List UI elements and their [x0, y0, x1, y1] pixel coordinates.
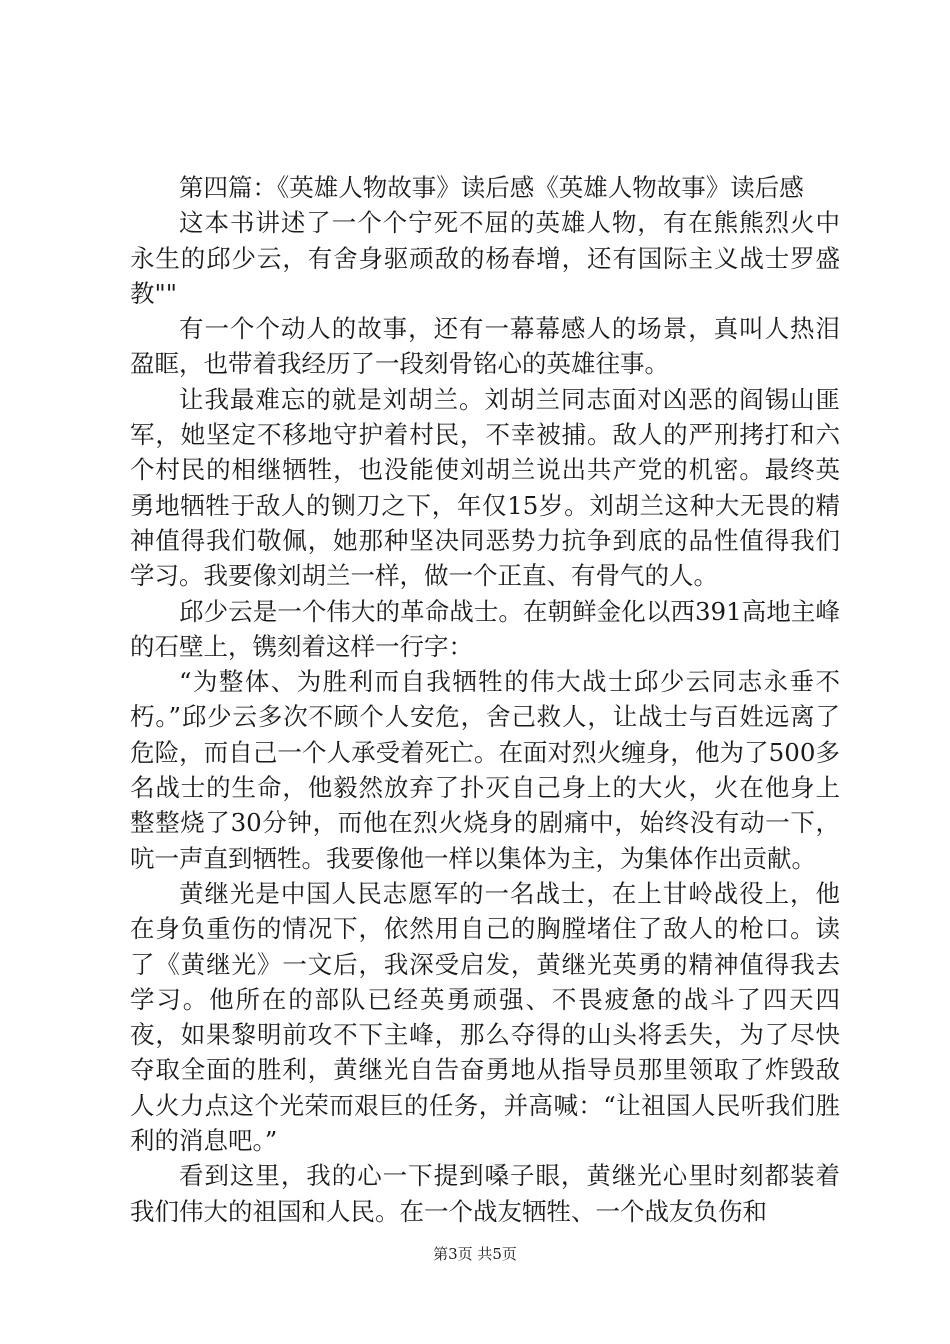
paragraph: 有一个个动人的故事，还有一幕幕感人的场景，真叫人热泪盈眶，也带着我经历了一段刻骨铭心的英雄往事。: [130, 314, 840, 379]
paragraph: 让我最难忘的就是刘胡兰。刘胡兰同志面对凶恶的阎锡山匪军，她坚定不移地守护着村民，不幸被捕。敌人的严刑拷打和六个村民的相继牺牲，也没能使刘胡兰说出共产党的机密。最终英勇地牺牲于敌人的铡刀之下，年仅15岁。刘胡兰这种大无畏的精神值得我们敬佩，她那种坚决同恶势力抗争到底的品性值得我们学习。我要像刘胡兰一样，做一个正直、有骨气的人。: [130, 384, 840, 591]
page-number-footer: 第3页 共5页: [433, 1245, 517, 1263]
document-body: [130, 170, 840, 1229]
paragraph-quote: “为整体、为胜利而自我牺牲的伟大战士邱少云同志永垂不朽。”邱少云多次不顾个人安危，舍己救人，让战士与百姓远离了危险，而自己一个人承受着死亡。在面对烈火缠身，他为了500多名战士的生命，他毅然放弃了扑灭自己身上的大火，火在他身上整整烧了30分钟，而他在烈火烧身的剧痛中，始终没有动一下，吭一声直到牺牲。我要像他一样以集体为主，为集体作出贡献。: [130, 667, 840, 873]
document-title-paragraph: 第四篇：《英雄人物故事》读后感《英雄人物故事》读后感: [179, 173, 804, 202]
paragraph: 这本书讲述了一个个宁死不屈的英雄人物，有在熊熊烈火中永生的邱少云，有舍身驱顽敌的杨春增，还有国际主义战士罗盛教"": [130, 208, 840, 308]
paragraph: 邱少云是一个伟大的革命战士。在朝鲜金化以西391高地主峰的石壁上，镌刻着这样一行字：: [130, 596, 840, 661]
paragraph: 黄继光是中国人民志愿军的一名战士，在上甘岭战役上，他在身负重伤的情况下，依然用自己的胸膛堵住了敌人的枪口。读了《黄继光》一文后，我深受启发，黄继光英勇的精神值得我去学习。他所在的部队已经英勇顽强、不畏疲惫的战斗了四天四夜，如果黎明前攻不下主峰，那么夺得的山头将丢失，为了尽快夺取全面的胜利，黄继光自告奋勇地从指导员那里领取了炸毁敌人火力点这个光荣而艰巨的任务，并高喊：“让祖国人民听我们胜利的消息吧。”: [130, 878, 840, 1156]
paragraph: 看到这里，我的心一下提到嗓子眼，黄继光心里时刻都装着我们伟大的祖国和人民。在一个战友牺牲、一个战友负伤和: [130, 1161, 840, 1226]
